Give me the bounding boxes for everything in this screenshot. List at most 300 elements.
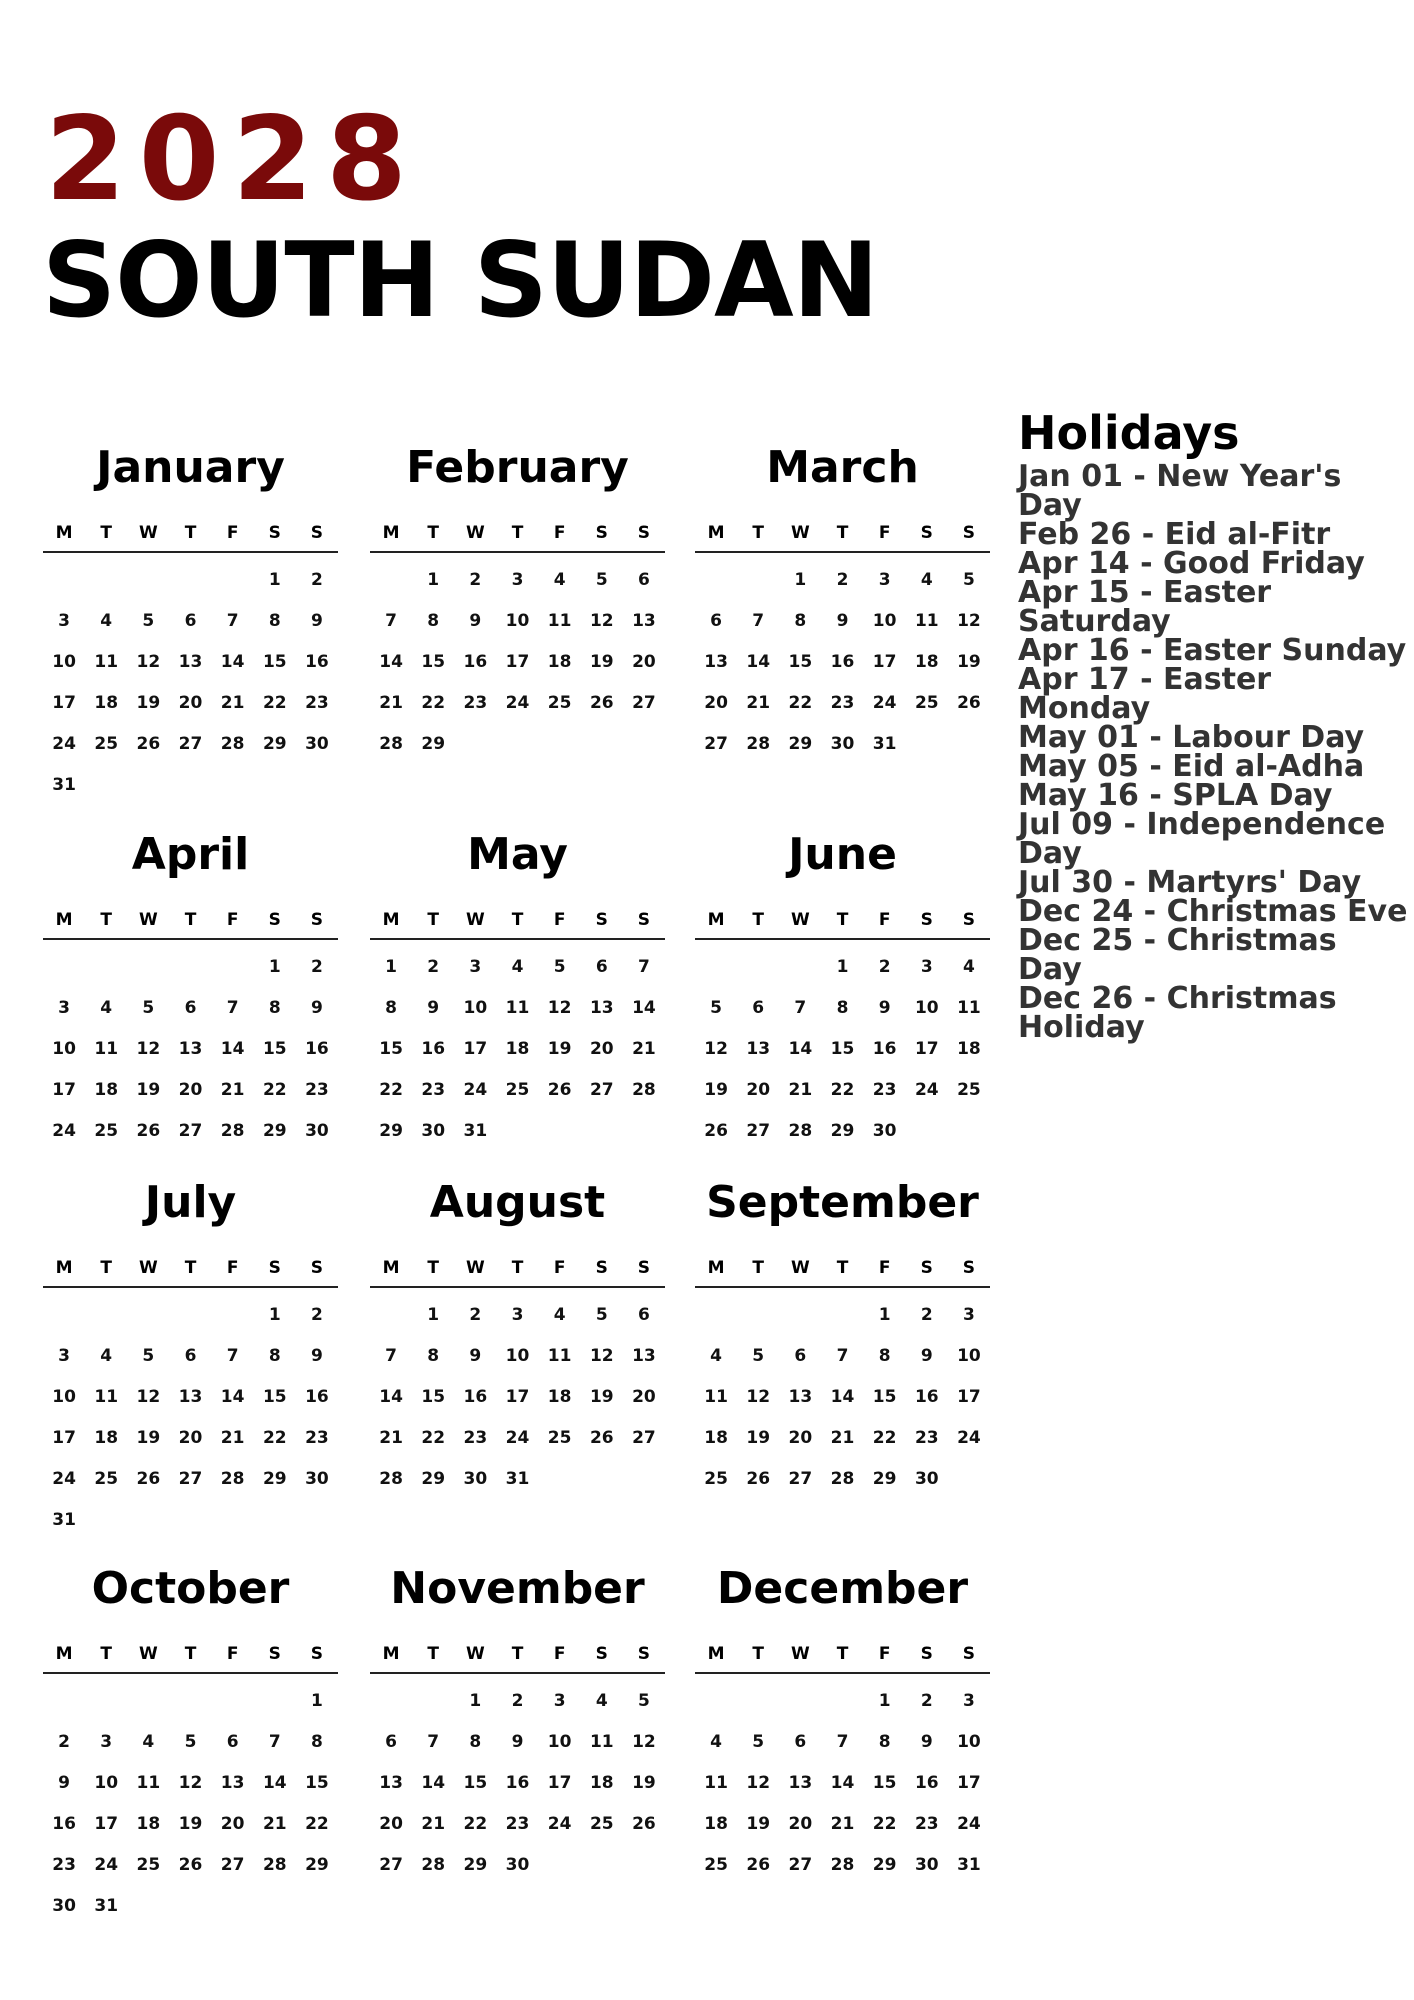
day-cell: 10 <box>94 1773 119 1793</box>
day-cell <box>539 734 581 758</box>
day-cell: 20 <box>178 1428 203 1448</box>
weekday-label: T <box>752 1644 765 1664</box>
day-cell: 26 <box>136 734 161 754</box>
day-cell: 3 <box>469 957 482 977</box>
day-cell: 21 <box>830 1428 855 1448</box>
day-cell <box>43 1305 85 1329</box>
day-cell: 18 <box>94 693 119 713</box>
week-row <box>370 1469 665 1493</box>
week-row <box>695 957 990 981</box>
header-rule <box>695 938 990 940</box>
day-cell <box>254 1691 296 1715</box>
weekday-label: F <box>553 523 566 543</box>
day-cell: 7 <box>752 611 765 631</box>
weekday-label: M <box>382 523 400 543</box>
day-cell: 17 <box>957 1387 981 1407</box>
month-name: January <box>96 442 285 493</box>
day-cell <box>43 957 85 981</box>
day-cell: 6 <box>226 1732 239 1752</box>
week-row <box>43 1305 338 1329</box>
holiday-item: May 16 - SPLA Day <box>1018 778 1333 813</box>
day-cell: 19 <box>632 1773 656 1793</box>
day-cell: 25 <box>589 1814 614 1834</box>
weekday-label: M <box>382 910 400 930</box>
day-cell: 7 <box>637 957 650 977</box>
day-cell: 13 <box>178 652 203 672</box>
day-cell: 12 <box>589 611 614 631</box>
day-cell: 29 <box>463 1855 488 1875</box>
day-cell: 26 <box>178 1855 203 1875</box>
day-cell: 14 <box>746 652 771 672</box>
day-cell: 6 <box>752 998 765 1018</box>
day-cell: 14 <box>220 1039 245 1059</box>
day-cell: 20 <box>379 1814 403 1834</box>
day-cell: 16 <box>305 1039 329 1059</box>
weekday-label: T <box>427 1258 440 1278</box>
week-row <box>43 1039 338 1063</box>
week-row <box>370 1814 665 1838</box>
day-cell: 29 <box>788 734 813 754</box>
day-cell: 2 <box>920 1305 933 1325</box>
day-cell: 9 <box>310 611 323 631</box>
day-cell <box>169 1691 211 1715</box>
weekday-label: T <box>836 910 849 930</box>
weekday-header <box>370 1644 665 1668</box>
day-cell: 21 <box>421 1814 446 1834</box>
day-cell: 22 <box>262 1428 287 1448</box>
day-cell: 17 <box>52 1080 76 1100</box>
day-cell: 7 <box>268 1732 281 1752</box>
day-cell: 5 <box>142 1346 155 1366</box>
day-cell: 17 <box>505 1387 530 1407</box>
header-rule <box>370 1672 665 1674</box>
day-cell: 4 <box>962 957 975 977</box>
day-cell: 10 <box>872 611 897 631</box>
day-cell: 1 <box>794 570 807 590</box>
week-row <box>43 1469 338 1493</box>
day-cell: 2 <box>469 570 482 590</box>
day-cell: 30 <box>305 1121 329 1141</box>
day-cell <box>370 570 412 594</box>
day-cell <box>695 957 737 981</box>
day-cell <box>169 1510 211 1534</box>
week-row <box>695 734 990 758</box>
day-cell: 26 <box>136 1121 161 1141</box>
weekday-label: T <box>184 523 197 543</box>
day-cell: 28 <box>421 1855 446 1875</box>
day-cell: 15 <box>379 1039 403 1059</box>
day-cell: 24 <box>957 1814 981 1834</box>
day-cell: 18 <box>704 1428 728 1448</box>
weekday-label: S <box>962 523 976 543</box>
week-row <box>695 570 990 594</box>
day-cell: 1 <box>427 1305 440 1325</box>
week-row <box>695 1305 990 1329</box>
day-cell: 6 <box>184 998 197 1018</box>
holiday-item: Jan 01 - New Year's Day <box>1018 459 1342 523</box>
week-row <box>695 652 990 676</box>
day-cell: 18 <box>136 1814 161 1834</box>
weekday-label: S <box>637 1644 651 1664</box>
day-cell <box>127 957 169 981</box>
day-cell: 19 <box>136 1080 161 1100</box>
header-rule <box>370 938 665 940</box>
day-cell: 8 <box>268 611 281 631</box>
day-cell: 21 <box>632 1039 656 1059</box>
day-cell: 4 <box>142 1732 155 1752</box>
weekday-label: M <box>55 1644 73 1664</box>
holiday-item: Feb 26 - Eid al-Fitr <box>1018 517 1331 552</box>
day-cell: 21 <box>262 1814 287 1834</box>
day-cell: 14 <box>830 1773 855 1793</box>
weekday-label: S <box>920 1644 933 1664</box>
day-cell: 24 <box>505 693 530 713</box>
weekday-label: W <box>790 910 810 930</box>
weekday-label: S <box>595 1644 608 1664</box>
day-cell: 25 <box>94 1469 119 1489</box>
week-row <box>695 998 990 1022</box>
day-cell: 28 <box>788 1121 813 1141</box>
day-cell <box>296 1896 338 1920</box>
day-cell <box>948 1121 990 1145</box>
day-cell: 12 <box>704 1039 728 1059</box>
day-cell: 19 <box>136 1428 161 1448</box>
day-cell: 29 <box>872 1855 897 1875</box>
day-cell: 27 <box>746 1121 771 1141</box>
week-row <box>43 1814 338 1838</box>
weekday-label: W <box>790 1258 810 1278</box>
day-cell: 15 <box>463 1773 488 1793</box>
day-cell: 18 <box>589 1773 614 1793</box>
week-row <box>370 1428 665 1452</box>
day-cell <box>496 1121 538 1145</box>
day-cell <box>948 1469 990 1493</box>
day-cell <box>779 1305 821 1329</box>
weekday-label: S <box>310 523 324 543</box>
day-cell <box>296 1510 338 1534</box>
week-row <box>370 1387 665 1411</box>
day-cell: 23 <box>830 693 855 713</box>
week-row <box>43 775 338 799</box>
header-rule <box>43 1286 338 1288</box>
weekday-header <box>43 523 338 547</box>
day-cell: 2 <box>310 957 323 977</box>
day-cell: 24 <box>94 1855 119 1875</box>
day-cell: 9 <box>836 611 849 631</box>
day-cell: 19 <box>547 1039 572 1059</box>
day-cell: 13 <box>632 1346 656 1366</box>
day-cell: 2 <box>920 1691 933 1711</box>
month-name: July <box>144 1177 237 1228</box>
day-cell: 3 <box>553 1691 566 1711</box>
day-cell: 15 <box>305 1773 329 1793</box>
week-row <box>695 1773 990 1797</box>
weekday-label: S <box>595 1258 608 1278</box>
day-cell: 29 <box>379 1121 403 1141</box>
week-row <box>695 1691 990 1715</box>
weekday-label: F <box>878 523 891 543</box>
day-cell: 23 <box>463 1428 488 1448</box>
weekday-label: W <box>138 523 158 543</box>
day-cell: 28 <box>379 734 403 754</box>
day-cell: 1 <box>427 570 440 590</box>
day-cell: 29 <box>262 1469 287 1489</box>
day-cell: 27 <box>178 1469 203 1489</box>
day-cell: 26 <box>589 693 614 713</box>
day-cell: 5 <box>553 957 566 977</box>
weekday-label: S <box>920 910 933 930</box>
day-cell: 12 <box>136 652 161 672</box>
day-cell: 7 <box>226 1346 239 1366</box>
day-cell <box>254 775 296 799</box>
weekday-label: T <box>184 1644 197 1664</box>
day-cell: 2 <box>469 1305 482 1325</box>
day-cell: 24 <box>872 693 897 713</box>
day-cell: 17 <box>914 1039 939 1059</box>
weekday-label: T <box>752 1258 765 1278</box>
day-cell: 25 <box>136 1855 161 1875</box>
weekday-label: T <box>752 910 765 930</box>
day-cell: 10 <box>52 1387 76 1407</box>
day-cell: 11 <box>914 611 939 631</box>
weekday-label: T <box>100 523 113 543</box>
week-row <box>695 1428 990 1452</box>
day-cell: 21 <box>220 693 245 713</box>
day-cell: 19 <box>589 1387 614 1407</box>
day-cell: 10 <box>957 1346 981 1366</box>
weekday-header <box>695 1258 990 1282</box>
day-cell <box>85 570 127 594</box>
day-cell: 6 <box>794 1346 807 1366</box>
month-name: August <box>429 1177 606 1228</box>
country-title: SOUTH SUDAN <box>42 221 878 341</box>
day-cell: 24 <box>52 1469 76 1489</box>
day-cell: 12 <box>136 1387 161 1407</box>
day-cell: 31 <box>94 1896 119 1916</box>
day-cell <box>127 775 169 799</box>
weekday-label: T <box>511 1258 524 1278</box>
day-cell: 30 <box>52 1896 76 1916</box>
day-cell: 13 <box>220 1773 245 1793</box>
day-cell: 1 <box>469 1691 482 1711</box>
day-cell: 21 <box>379 693 403 713</box>
day-cell: 18 <box>547 652 572 672</box>
day-cell: 30 <box>305 1469 329 1489</box>
weekday-label: S <box>962 1644 976 1664</box>
week-row <box>43 1691 338 1715</box>
day-cell: 13 <box>379 1773 403 1793</box>
day-cell: 12 <box>136 1039 161 1059</box>
day-cell: 8 <box>469 1732 482 1752</box>
day-cell: 9 <box>469 611 482 631</box>
day-cell <box>85 957 127 981</box>
day-cell: 8 <box>794 611 807 631</box>
day-cell: 24 <box>914 1080 939 1100</box>
day-cell: 22 <box>788 693 813 713</box>
day-cell: 31 <box>957 1855 981 1875</box>
day-cell: 16 <box>305 1387 329 1407</box>
weekday-header <box>370 1258 665 1282</box>
day-cell <box>737 957 779 981</box>
day-cell <box>169 1896 211 1920</box>
day-cell: 8 <box>836 998 849 1018</box>
weekday-label: W <box>138 910 158 930</box>
day-cell: 16 <box>830 652 855 672</box>
day-cell <box>821 1691 863 1715</box>
day-cell: 6 <box>595 957 608 977</box>
day-cell: 28 <box>220 734 245 754</box>
weekday-label: S <box>268 523 281 543</box>
day-cell: 20 <box>220 1814 245 1834</box>
day-cell: 10 <box>505 611 530 631</box>
day-cell: 16 <box>52 1814 76 1834</box>
day-cell: 10 <box>52 1039 76 1059</box>
week-row <box>43 1510 338 1534</box>
day-cell: 23 <box>305 1428 329 1448</box>
weekday-label: S <box>595 523 608 543</box>
day-cell: 3 <box>100 1732 113 1752</box>
day-cell: 18 <box>914 652 939 672</box>
day-cell: 4 <box>511 957 524 977</box>
holiday-item: Apr 14 - Good Friday <box>1018 546 1365 581</box>
day-cell <box>127 1896 169 1920</box>
week-row <box>43 1121 338 1145</box>
day-cell: 25 <box>547 693 572 713</box>
week-row <box>43 734 338 758</box>
weekday-label: W <box>465 523 485 543</box>
day-cell: 1 <box>836 957 849 977</box>
day-cell: 27 <box>788 1855 813 1875</box>
day-cell: 12 <box>957 611 981 631</box>
day-cell <box>695 570 737 594</box>
day-cell <box>127 1305 169 1329</box>
day-cell: 15 <box>262 1387 287 1407</box>
day-cell: 22 <box>262 1080 287 1100</box>
day-cell: 10 <box>463 998 488 1018</box>
day-cell <box>623 1855 665 1879</box>
day-cell: 26 <box>632 1814 656 1834</box>
day-cell: 4 <box>553 1305 566 1325</box>
day-cell: 16 <box>914 1773 939 1793</box>
weekday-label: S <box>595 910 608 930</box>
month-name: December <box>716 1563 969 1614</box>
day-cell: 6 <box>710 611 722 631</box>
day-cell: 30 <box>914 1469 939 1489</box>
day-cell: 5 <box>595 1305 608 1325</box>
day-cell <box>454 734 496 758</box>
day-cell: 4 <box>710 1732 722 1752</box>
day-cell: 25 <box>914 693 939 713</box>
day-cell: 12 <box>178 1773 203 1793</box>
day-cell: 22 <box>421 1428 446 1448</box>
weekday-label: W <box>465 1644 485 1664</box>
day-cell: 1 <box>385 957 397 977</box>
day-cell: 7 <box>226 998 239 1018</box>
day-cell: 9 <box>469 1346 482 1366</box>
weekday-header <box>43 1258 338 1282</box>
day-cell: 16 <box>463 1387 488 1407</box>
day-cell <box>695 1691 737 1715</box>
day-cell: 11 <box>94 1039 119 1059</box>
day-cell: 8 <box>310 1732 323 1752</box>
day-cell <box>539 1855 581 1879</box>
day-cell: 16 <box>914 1387 939 1407</box>
day-cell: 7 <box>385 1346 397 1366</box>
day-cell: 3 <box>878 570 891 590</box>
day-cell <box>212 1305 254 1329</box>
day-cell <box>623 734 665 758</box>
week-row <box>43 1387 338 1411</box>
month-name: May <box>467 829 568 880</box>
day-cell <box>737 1305 779 1329</box>
weekday-header <box>695 523 990 547</box>
holiday-item: Jul 09 - Independence Day <box>1018 807 1386 871</box>
day-cell: 9 <box>511 1732 524 1752</box>
header-rule <box>370 551 665 553</box>
day-cell: 19 <box>589 652 614 672</box>
weekday-header <box>695 1644 990 1668</box>
day-cell: 21 <box>220 1428 245 1448</box>
month-name: March <box>766 442 919 493</box>
day-cell: 27 <box>589 1080 614 1100</box>
week-row <box>370 652 665 676</box>
day-cell: 11 <box>136 1773 161 1793</box>
day-cell: 3 <box>962 1305 975 1325</box>
week-row <box>43 570 338 594</box>
day-cell: 7 <box>794 998 807 1018</box>
week-row <box>695 1346 990 1370</box>
day-cell: 2 <box>310 1305 323 1325</box>
weekday-label: M <box>55 910 73 930</box>
day-cell: 1 <box>268 957 281 977</box>
holiday-item: Apr 15 - Easter Saturday <box>1018 575 1272 639</box>
weekday-label: F <box>878 910 891 930</box>
weekday-label: S <box>268 910 281 930</box>
weekday-label: F <box>878 1258 891 1278</box>
day-cell: 23 <box>421 1080 446 1100</box>
day-cell: 26 <box>136 1469 161 1489</box>
day-cell <box>212 1510 254 1534</box>
day-cell: 20 <box>788 1428 813 1448</box>
day-cell <box>254 1896 296 1920</box>
day-cell: 6 <box>184 1346 197 1366</box>
week-row <box>695 1121 990 1145</box>
day-cell <box>169 1305 211 1329</box>
header-rule <box>43 938 338 940</box>
day-cell: 22 <box>262 693 287 713</box>
day-cell: 28 <box>220 1121 245 1141</box>
day-cell: 27 <box>788 1469 813 1489</box>
day-cell: 7 <box>836 1732 849 1752</box>
holiday-item: Dec 24 - Christmas Eve <box>1018 894 1408 929</box>
day-cell: 16 <box>872 1039 897 1059</box>
day-cell: 11 <box>547 611 572 631</box>
day-cell: 20 <box>632 652 656 672</box>
week-row <box>695 693 990 717</box>
day-cell <box>85 775 127 799</box>
day-cell: 27 <box>632 693 656 713</box>
day-cell: 1 <box>268 570 281 590</box>
weekday-label: F <box>553 1644 566 1664</box>
day-cell <box>906 1121 948 1145</box>
day-cell: 7 <box>385 611 397 631</box>
day-cell: 13 <box>788 1773 813 1793</box>
weekday-label: S <box>920 1258 933 1278</box>
day-cell <box>948 734 990 758</box>
day-cell: 17 <box>94 1814 119 1834</box>
day-cell: 18 <box>704 1814 728 1834</box>
day-cell: 16 <box>505 1773 530 1793</box>
